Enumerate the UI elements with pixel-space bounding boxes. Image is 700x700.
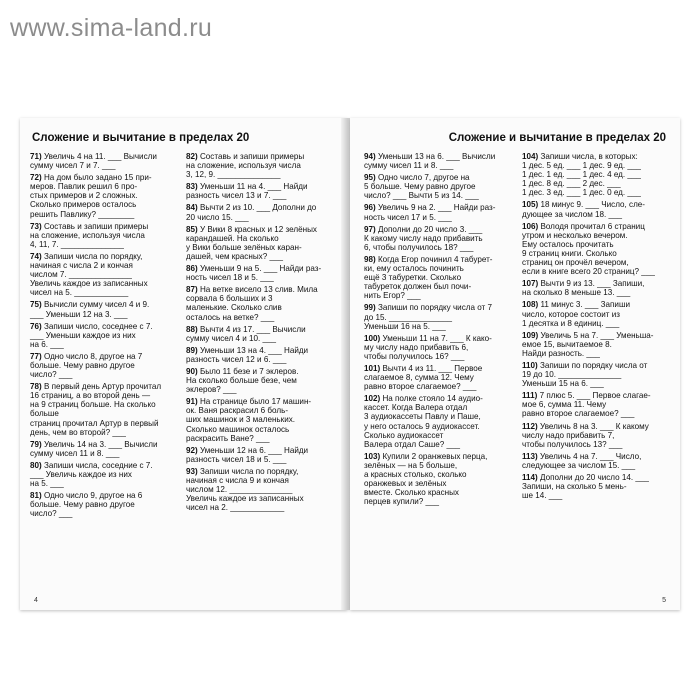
task-number: 106) (522, 221, 539, 231)
task-number: 99) (364, 303, 376, 313)
task-text: Вычти 9 из 13. ___ Запиши, на сколько 8 меньше 13. ___ (522, 279, 645, 298)
task-text: Купили 2 оранжевых перца, зелёных — на 5 больше, а красных столько, сколько оранжевых и зелёных вместе. Сколько красных перцев купили? ___ (364, 451, 488, 507)
task-number: 112) (522, 421, 538, 431)
task-text: Составь и запиши примеры на сложение, используя числа 3, 12, 9. ______________ (186, 152, 305, 180)
task-text: Увеличь 14 на 3. ___ Вычисли сумму чисел 11 и 8. ___ (30, 439, 158, 458)
task-text: На полке стояло 14 аудио- кассет. Когда Валера отдал 3 аудиокассеты Павлу и Паше, у него осталось 9 аудиокассет. Сколько аудиокассет Валера отдал Саше? ___ (364, 394, 483, 449)
page-number: 4 (34, 597, 38, 604)
left-column-2 (186, 152, 326, 515)
task-item (522, 200, 662, 218)
page-title: Сложение и вычитание в пределах 20 (32, 132, 250, 144)
task-item (186, 346, 326, 364)
task-item (364, 364, 504, 391)
task-text: Запиши по порядку числа от 7 до 15. ______________ Уменьши 16 на 5. ___ (364, 303, 493, 331)
task-item (522, 279, 662, 297)
task-item (522, 361, 662, 388)
task-item (30, 300, 170, 318)
task-number: 83) (186, 182, 198, 192)
task-number: 111) (522, 391, 538, 401)
task-text: Одно число 9, другое на 6 больше. Чему равно другое число? ___ (30, 491, 143, 519)
task-item (522, 391, 662, 418)
task-number: 107) (522, 279, 539, 289)
task-number: 78) (30, 382, 42, 392)
task-item (30, 352, 170, 379)
task-number: 80) (30, 460, 42, 470)
task-item (364, 394, 504, 449)
task-text: 18 минус 9. ___ Число, сле- дующее за числом 18. ___ (522, 200, 646, 219)
task-number: 95) (364, 173, 376, 183)
task-number: 79) (30, 439, 42, 449)
task-number: 77) (30, 351, 42, 361)
task-number: 88) (186, 324, 198, 334)
task-number: 100) (364, 333, 381, 343)
page-title: Сложение и вычитание в пределах 20 (448, 132, 666, 144)
task-text: Одно число 7, другое на 5 больше. Чему равно другое число? ___ Вычти 5 из 14. ___ (364, 173, 479, 201)
task-number: 101) (364, 363, 381, 373)
task-number: 81) (30, 491, 42, 501)
task-text: На странице было 17 машин- ок. Ваня раскрасил 6 боль- ших машинок и 3 маленьких. Сколько машинок осталось раскрасить Ване? ___ (186, 397, 312, 443)
task-text: У Вики 8 красных и 12 зелёных карандашей. На сколько у Вики больше зелёных каран- дашей, чем красных? ___ (186, 224, 317, 261)
workbook-spread (20, 118, 680, 618)
task-number: 109) (522, 330, 539, 340)
task-item (186, 182, 326, 200)
task-text: Запиши числа, соседние с 7. ___ Увеличь каждое из них на 5. ___ (30, 460, 153, 489)
task-text: Володя прочитал 6 страниц утром и несколько вечером. Ему осталось прочитать 9 страниц книги. Сколько страниц он прочёл вечером, если в книге всего 20 страниц? ___ (522, 221, 655, 277)
task-text: На дом было задано 15 при- меров. Павлик решил 6 про- стых примеров и 2 сложных. Сколько примеров осталось решить Павлику? ________ (30, 173, 152, 219)
task-number: 98) (364, 254, 376, 264)
task-text: Запиши число, соседнее с 7. ___ Уменьши каждое из них на 6. ___ (30, 321, 153, 349)
task-item (30, 461, 170, 488)
left-column-1 (30, 152, 170, 521)
right-column-1 (364, 152, 504, 509)
task-text: 11 минус 3. ___ Запиши число, которое состоит из 1 десятка и 8 единиц. ___ (522, 300, 630, 328)
task-number: 114) (522, 473, 538, 482)
task-text: Одно число 8, другое на 7 больше. Чему равно другое число? ___ (30, 351, 143, 380)
task-number: 84) (186, 203, 198, 213)
right-page (350, 118, 680, 610)
task-item (30, 252, 170, 297)
task-text: Увеличь 4 на 7. ___ Число, следующее за числом 15. ___ (522, 451, 642, 470)
task-number: 105) (522, 200, 539, 210)
task-item (186, 367, 326, 394)
task-text: Уменьши 9 на 5. ___ Найди раз- ность чисел 18 и 5. ___ (186, 264, 322, 283)
task-text: Уменьши 12 на 6. ___ Найди разность чисел 18 и 5. ___ (186, 445, 309, 464)
task-item (364, 303, 504, 330)
task-item (522, 473, 662, 500)
task-text: На ветке висело 13 слив. Мила сорвала 6 больших и 3 маленькие. Сколько слив осталось на ветке? ___ (186, 285, 318, 322)
task-text: Запиши числа по порядку, начиная с числа 9 и кончая числом 12. ______________ Увеличь каждое из записанных чисел на 2. ____________ (186, 466, 304, 513)
task-text: Дополни до 20 число 3. ___ К какому числу надо прибавить 6, чтобы получилось 18? ___ (364, 224, 483, 252)
task-item (30, 382, 170, 437)
task-number: 108) (522, 300, 539, 310)
task-text: Когда Егор починил 4 табурет- ки, ему осталось починить ещё 3 табуретки. Сколько табуреток должен был почи- нить Егор? ___ (364, 254, 493, 301)
task-item (30, 222, 170, 249)
task-text: Было 11 безе и 7 эклеров. На сколько больше безе, чем эклеров? ___ (186, 366, 299, 395)
page-number: 5 (662, 597, 666, 604)
task-text: Запиши по порядку числа от 19 до 10. ______________ Уменьши 15 на 6. ___ (522, 360, 648, 389)
task-text: Запиши числа, в которых: 1 дес. 5 ед. ___ 1 дес. 9 ед. ___ 1 дес. 1 ед. ___ 1 дес. 4 ед. ___ 1 дес. 8 ед. ___ 2 дес. ___ 1 дес. 3 ед. ___ 1 дес. 0 ед. ___ (522, 152, 641, 198)
task-number: 110) (522, 360, 538, 370)
task-text: Вычисли сумму чисел 4 и 9. ___ Уменьши 12 на 3. ___ (30, 300, 150, 319)
task-number: 74) (30, 251, 42, 261)
task-text: Увеличь 8 на 3. ___ К какому числу надо прибавить 7, чтобы получилось 13? ___ (522, 421, 649, 449)
task-item (186, 285, 326, 321)
task-item (522, 300, 662, 327)
task-item (30, 491, 170, 518)
task-number: 87) (186, 285, 198, 295)
task-number: 94) (364, 152, 376, 161)
task-number: 75) (30, 300, 42, 310)
task-item (522, 331, 662, 358)
task-item (186, 325, 326, 343)
task-item (364, 173, 504, 200)
task-number: 76) (30, 321, 42, 331)
task-number: 73) (30, 221, 42, 231)
task-number: 102) (364, 394, 381, 404)
task-text: Уменьши 13 на 4. ___ Найди разность чисел 12 и 6. ___ (186, 345, 309, 364)
watermark: www.sima-land.ru (10, 14, 213, 42)
task-text: Вычти 4 из 17. ___ Вычисли сумму чисел 4 и 10. ___ (186, 324, 306, 343)
task-number: 97) (364, 224, 376, 234)
task-number: 71) (30, 152, 42, 161)
task-item (30, 152, 170, 170)
task-item (364, 225, 504, 252)
task-item (30, 440, 170, 458)
task-item (186, 397, 326, 442)
task-item (522, 222, 662, 277)
task-text: В первый день Артур прочитал 16 страниц, а во второй день — на 9 страниц больше. На сколько больше страниц прочитал Артур в первый день, чем во второй? ___ (30, 382, 162, 437)
task-number: 89) (186, 345, 198, 355)
task-text: Уменьши 11 на 4. ___ Найди разность чисел 13 и 7. ___ (186, 182, 308, 201)
task-number: 92) (186, 445, 198, 455)
task-text: Вычти 4 из 11. ___ Первое слагаемое 8, сумма 12. Чему равно второе слагаемое? ___ (364, 363, 483, 392)
task-number: 104) (522, 152, 539, 161)
task-text: Запиши числа по порядку, начиная с числа 2 и кончая числом 7. ______________ Увеличь каждое из записанных чисел на 5. ____________ (30, 251, 148, 298)
left-page (20, 118, 348, 610)
task-item (522, 152, 662, 197)
task-item (364, 452, 504, 507)
task-item (522, 452, 662, 470)
task-item (30, 173, 170, 218)
task-item (186, 225, 326, 261)
task-number: 91) (186, 397, 198, 407)
task-text: Вычти 2 из 10. ___ Дополни до 20 число 15. ___ (186, 203, 317, 222)
task-number: 86) (186, 264, 198, 274)
task-number: 82) (186, 152, 198, 161)
task-item (364, 334, 504, 361)
task-text: Уменьши 13 на 6. ___ Вычисли сумму чисел 11 и 8. ___ (364, 152, 496, 171)
task-number: 103) (364, 451, 381, 461)
task-text: Увеличь 9 на 2. ___ Найди раз- ность чисел 17 и 5. ___ (364, 203, 496, 222)
task-item (364, 255, 504, 300)
task-number: 72) (30, 173, 42, 183)
task-number: 85) (186, 224, 198, 234)
right-column-2 (522, 152, 662, 503)
task-text: Составь и запиши примеры на сложение, используя числа 4, 11, 7. ______________ (30, 221, 149, 249)
task-item (186, 467, 326, 512)
task-item (364, 203, 504, 221)
task-number: 93) (186, 466, 198, 476)
task-number: 96) (364, 203, 376, 213)
task-item (186, 203, 326, 221)
task-item (186, 264, 326, 282)
task-text: Увеличь 5 на 7. ___ Уменьша- емое 15, вычитаемое 8. Найди разность. ___ (522, 330, 654, 358)
task-text: 7 плюс 5. ___ Первое слагае- мое 6, сумма 11. Чему равно второе слагаемое? ___ (522, 391, 651, 419)
task-text: Уменьши 11 на 7. ___ К како- му числу надо прибавить 6, чтобы получилось 16? ___ (364, 333, 492, 361)
task-text: Увеличь 4 на 11. ___ Вычисли сумму чисел 7 и 7. ___ (30, 152, 157, 171)
task-number: 113) (522, 451, 538, 461)
task-item (30, 322, 170, 349)
task-item (186, 446, 326, 464)
task-item (364, 152, 504, 170)
task-item (186, 152, 326, 179)
task-item (522, 422, 662, 449)
task-text: Дополни до 20 число 14. ___ Запиши, на сколько 5 мень- ше 14. ___ (522, 473, 649, 501)
task-number: 90) (186, 366, 198, 376)
